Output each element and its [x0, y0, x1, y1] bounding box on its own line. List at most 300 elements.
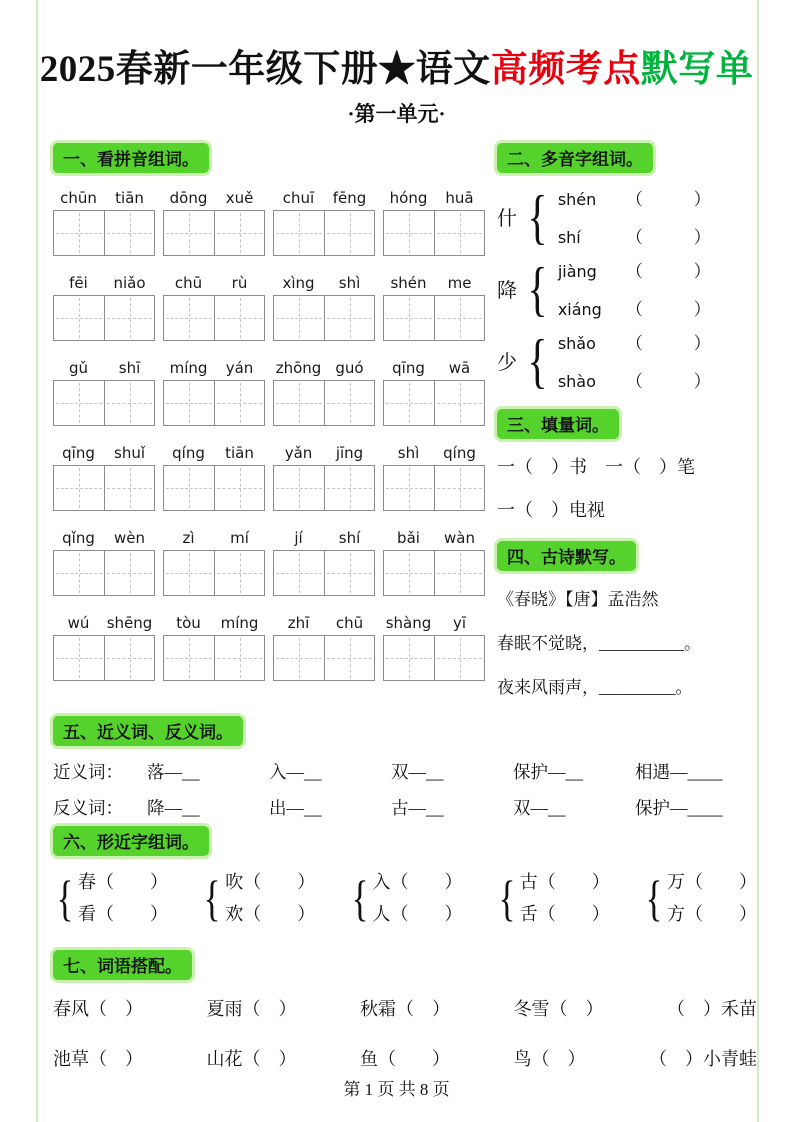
writing-grid — [273, 635, 375, 681]
answer-blank: （ ） — [537, 872, 610, 892]
writing-cell — [324, 296, 374, 340]
writing-cell — [274, 466, 324, 510]
pinyin-pair — [53, 529, 155, 547]
answer-blank: （ ） — [625, 300, 711, 319]
word-group — [383, 614, 485, 685]
pinyin-pair — [163, 189, 265, 207]
pinyin-pair — [53, 359, 155, 377]
pinyin-pair — [383, 529, 485, 547]
collocation-item: 夏雨（ ） — [206, 999, 297, 1019]
writing-cell — [384, 296, 434, 340]
quantifier-line: 一（ ）书 一（ ）笔 — [497, 457, 695, 477]
section4-header: 四、古诗默写。 — [497, 541, 636, 571]
writing-cell — [54, 636, 104, 680]
pinyin-pair — [383, 189, 485, 207]
collocation-row — [53, 995, 757, 1021]
synonym-row — [53, 759, 757, 784]
writing-grid — [163, 380, 265, 426]
pinyin-syllable: tiān — [115, 189, 144, 207]
collocation-item: 鸟（ ） — [513, 1049, 586, 1069]
duoyin-pinyin: shí — [557, 228, 581, 247]
writing-cell — [434, 296, 484, 340]
writing-grid — [383, 210, 485, 256]
writing-cell — [434, 381, 484, 425]
xingjin-character: 入 — [372, 872, 391, 892]
writing-grid — [53, 465, 155, 511]
pinyin-syllable: shén — [390, 274, 427, 292]
pinyin-syllable: fēi — [69, 274, 88, 292]
collocation-item: 冬雪（ ） — [513, 999, 604, 1019]
xingjin-pair — [667, 866, 757, 930]
pinyin-pair — [273, 189, 375, 207]
writing-cell — [324, 381, 374, 425]
writing-cell — [164, 466, 214, 510]
pinyin-syllable: me — [447, 274, 472, 292]
pinyin-syllable: yán — [225, 359, 254, 377]
writing-cell — [54, 466, 104, 510]
pinyin-pair — [163, 529, 265, 547]
section7-header: 七、词语搭配。 — [53, 950, 192, 980]
word-group — [383, 359, 485, 430]
section5-header: 五、近义词、反义词。 — [53, 716, 243, 746]
word-group — [53, 274, 155, 345]
pinyin-syllable: rù — [231, 274, 248, 292]
writing-cell — [214, 551, 264, 595]
writing-grid — [383, 295, 485, 341]
duoyin-character: 降 — [497, 280, 517, 302]
pinyin-syllable: zhī — [287, 614, 310, 632]
pinyin-syllable: shì — [397, 444, 420, 462]
pinyin-pair — [53, 189, 155, 207]
xingjin-group — [642, 866, 757, 930]
xingjin-character: 方 — [667, 904, 685, 924]
xingjin-pair — [373, 866, 463, 930]
pinyin-pair — [53, 274, 155, 292]
answer-blank: （ ） — [625, 262, 711, 281]
section6-header: 六、形近字组词。 — [53, 826, 209, 856]
pinyin-syllable: chuī — [282, 189, 315, 207]
word-pair-item: 保护—__ — [513, 762, 583, 782]
brace-icon: { — [203, 870, 221, 926]
writing-grid — [383, 635, 485, 681]
duoyin-pinyin: shǎo — [557, 334, 596, 353]
duoyin-reading — [558, 223, 711, 248]
pinyin-syllable: bǎi — [397, 529, 420, 547]
brace-icon: { — [527, 183, 548, 250]
pinyin-syllable: chū — [335, 614, 364, 632]
word-group — [273, 359, 375, 430]
pinyin-pair — [273, 614, 375, 632]
answer-blank: （ ） — [243, 872, 316, 892]
word-group — [163, 189, 265, 260]
writing-grid — [383, 550, 485, 596]
duoyin-reading — [558, 329, 711, 354]
pinyin-syllable: fēng — [332, 189, 367, 207]
duoyin-item — [497, 185, 711, 248]
poem-block — [497, 585, 701, 717]
page-border-left — [36, 0, 38, 1122]
collocation-item: 池草（ ） — [53, 1049, 143, 1069]
pinyin-syllable: míng — [169, 359, 208, 377]
collocation-item: 山花（ ） — [206, 1049, 297, 1069]
answer-blank: （ ） — [96, 872, 168, 892]
answer-blank: （ ） — [625, 190, 711, 209]
poem-title-line: 《春晓》【唐】孟浩然 — [497, 590, 659, 609]
pinyin-syllable: shí — [338, 529, 361, 547]
writing-cell — [214, 211, 264, 255]
title-red-part: 高频考点 — [490, 49, 641, 90]
writing-cell — [164, 636, 214, 680]
pinyin-syllable: zì — [182, 529, 195, 547]
writing-grid — [53, 635, 155, 681]
xingjin-item — [373, 898, 463, 930]
section-similar-characters — [53, 826, 757, 930]
xingjin-item — [520, 866, 610, 898]
xingjin-item — [225, 898, 315, 930]
writing-cell — [104, 466, 154, 510]
writing-cell — [384, 636, 434, 680]
writing-cell — [54, 211, 104, 255]
pinyin-pair — [163, 614, 265, 632]
writing-grid — [273, 380, 375, 426]
pinyin-syllable: shàng — [385, 614, 432, 632]
answer-blank: （ ） — [390, 872, 463, 892]
duoyin-pinyin: shén — [557, 190, 597, 209]
writing-cell — [164, 211, 214, 255]
brace-icon: { — [498, 870, 516, 926]
word-pair-item: 保护—____ — [635, 798, 723, 818]
synonym-rows — [53, 759, 757, 820]
writing-cell — [384, 211, 434, 255]
writing-grid — [163, 465, 265, 511]
writing-cell — [434, 211, 484, 255]
writing-cell — [274, 636, 324, 680]
writing-grid — [163, 550, 265, 596]
writing-cell — [274, 551, 324, 595]
writing-grid — [53, 295, 155, 341]
pinyin-syllable: xuě — [225, 189, 254, 207]
writing-cell — [214, 466, 264, 510]
pinyin-syllable: jīng — [335, 444, 364, 462]
pinyin-syllable: dōng — [169, 189, 208, 207]
answer-blank: （ ） — [243, 904, 316, 924]
pinyin-syllable: tòu — [176, 614, 201, 632]
word-group — [53, 359, 155, 430]
pinyin-syllable: mí — [230, 529, 249, 547]
word-pair-item: 相遇—____ — [635, 762, 723, 782]
pinyin-pair — [383, 359, 485, 377]
pinyin-grid-row — [53, 359, 485, 430]
word-group — [273, 189, 375, 260]
xingjin-character: 人 — [372, 904, 391, 924]
word-group — [273, 274, 375, 345]
word-pair-item: 出—__ — [269, 798, 322, 818]
collocation-item: 鱼（ ） — [360, 1049, 450, 1069]
writing-cell — [104, 296, 154, 340]
pinyin-pair — [383, 274, 485, 292]
collocation-item: （ ）小青蛙 — [649, 1049, 757, 1069]
writing-cell — [324, 636, 374, 680]
word-pair-item: 落—__ — [147, 762, 200, 782]
section-synonym-antonym — [53, 716, 757, 831]
pinyin-grid-row — [53, 614, 485, 685]
duoyin-pinyin: jiàng — [557, 262, 597, 281]
writing-grid — [163, 635, 265, 681]
xingjin-group — [200, 866, 315, 930]
writing-grid — [383, 380, 485, 426]
word-group — [383, 529, 485, 600]
title-green-part: 默写单 — [640, 49, 754, 90]
answer-blank: （ ） — [625, 372, 711, 391]
right-column — [497, 143, 761, 717]
pinyin-syllable: wàn — [444, 529, 475, 547]
xingjin-groups — [53, 866, 757, 930]
answer-blank: （ ） — [685, 872, 757, 892]
pinyin-syllable: qīng — [392, 359, 425, 377]
word-pair-item: 双—__ — [391, 762, 444, 782]
pinyin-pair — [53, 614, 155, 632]
writing-cell — [214, 381, 264, 425]
xingjin-pair — [520, 866, 610, 930]
writing-grid — [273, 210, 375, 256]
xingjin-group — [348, 866, 463, 930]
writing-grid — [53, 380, 155, 426]
word-group — [383, 444, 485, 515]
writing-cell — [104, 551, 154, 595]
pinyin-syllable: shuǐ — [114, 444, 145, 462]
brace-icon: { — [56, 870, 74, 926]
unit-subtitle: ·第一单元· — [347, 102, 446, 126]
pinyin-syllable: qīng — [62, 444, 95, 462]
writing-cell — [274, 296, 324, 340]
writing-grid — [53, 210, 155, 256]
collocation-item: 秋霜（ ） — [360, 999, 450, 1019]
word-group — [163, 359, 265, 430]
poem-line-2: 夜来风雨声，_________。 — [497, 678, 693, 697]
writing-grid — [53, 550, 155, 596]
writing-cell — [104, 636, 154, 680]
writing-cell — [434, 466, 484, 510]
duoyin-readings — [558, 329, 711, 392]
xingjin-character: 看 — [78, 904, 96, 924]
brace-icon: { — [645, 870, 663, 926]
collocation-item: 春风（ ） — [53, 999, 143, 1019]
duoyin-pinyin: xiáng — [557, 300, 602, 319]
pinyin-pair — [163, 359, 265, 377]
page-title — [0, 38, 793, 92]
writing-grid — [273, 465, 375, 511]
writing-cell — [384, 551, 434, 595]
writing-cell — [164, 551, 214, 595]
writing-cell — [384, 381, 434, 425]
writing-cell — [434, 636, 484, 680]
brace-icon: { — [527, 255, 548, 322]
pinyin-grid-row — [53, 444, 485, 515]
collocation-row — [53, 1045, 757, 1071]
pinyin-syllable: wú — [67, 614, 90, 632]
pinyin-syllable: yī — [452, 614, 467, 632]
page-number: 第 1 页 共 8 页 — [343, 1080, 450, 1099]
answer-blank: （ ） — [625, 228, 711, 247]
pinyin-syllable: shēng — [106, 614, 153, 632]
word-pair-item: 古—__ — [391, 798, 444, 818]
xingjin-item — [225, 866, 315, 898]
xingjin-group — [495, 866, 610, 930]
pinyin-pair — [273, 359, 375, 377]
pinyin-syllable: wèn — [113, 529, 145, 547]
word-group — [383, 274, 485, 345]
duoyin-readings — [558, 257, 711, 320]
pinyin-syllable: qíng — [172, 444, 205, 462]
pinyin-syllable: jí — [294, 529, 303, 547]
pinyin-syllable: yǎn — [284, 444, 313, 462]
word-group — [273, 614, 375, 685]
xingjin-pair — [225, 866, 315, 930]
duoyin-readings — [558, 185, 711, 248]
writing-grid — [163, 295, 265, 341]
duoyin-character: 少 — [497, 352, 517, 374]
collocation-item: （ ）禾苗 — [667, 999, 757, 1019]
pinyin-syllable: wā — [448, 359, 471, 377]
pinyin-pair — [163, 444, 265, 462]
duoyin-item — [497, 257, 711, 320]
duoyin-item — [497, 329, 711, 392]
writing-cell — [164, 296, 214, 340]
pinyin-syllable: qíng — [443, 444, 476, 462]
xingjin-character: 春 — [78, 872, 96, 892]
section1-header: 一、看拼音组词。 — [53, 143, 209, 173]
duoyin-reading — [558, 295, 711, 320]
writing-grid — [383, 465, 485, 511]
word-group — [163, 614, 265, 685]
duoyin-character: 什 — [497, 208, 517, 230]
pinyin-syllable: míng — [220, 614, 259, 632]
writing-cell — [384, 466, 434, 510]
pinyin-syllable: tiān — [225, 444, 254, 462]
writing-cell — [274, 211, 324, 255]
pinyin-pair — [383, 444, 485, 462]
writing-cell — [324, 551, 374, 595]
word-group — [273, 444, 375, 515]
pinyin-pair — [273, 529, 375, 547]
writing-cell — [324, 466, 374, 510]
duoyin-list — [497, 185, 711, 401]
pinyin-pair — [273, 274, 375, 292]
xingjin-character: 吹 — [225, 872, 244, 892]
quantifier-lines — [497, 453, 695, 539]
dapei-rows — [53, 995, 757, 1071]
word-pair-item: 降—__ — [147, 798, 200, 818]
pinyin-syllable: qǐng — [62, 529, 95, 547]
xingjin-character: 舌 — [519, 904, 538, 924]
pinyin-grid-row — [53, 274, 485, 345]
writing-cell — [324, 211, 374, 255]
answer-blank: （ ） — [685, 904, 757, 924]
answer-blank: （ ） — [537, 904, 610, 924]
pinyin-pair — [273, 444, 375, 462]
section-collocations — [53, 950, 757, 1095]
pinyin-syllable: xìng — [282, 274, 315, 292]
pinyin-syllable: shī — [118, 359, 141, 377]
xingjin-item — [520, 898, 610, 930]
section3-header: 三、填量词。 — [497, 409, 619, 439]
writing-grid — [273, 550, 375, 596]
pinyin-grid-row — [53, 529, 485, 600]
title-black-part: 2025春新一年级下册★语文 — [39, 49, 491, 90]
word-group — [383, 189, 485, 260]
word-group — [163, 444, 265, 515]
writing-grid — [273, 295, 375, 341]
pinyin-syllable: niǎo — [113, 274, 146, 292]
writing-cell — [214, 636, 264, 680]
pinyin-pair — [163, 274, 265, 292]
xingjin-item — [78, 898, 168, 930]
xingjin-item — [373, 866, 463, 898]
word-pair-item: 入—__ — [269, 762, 322, 782]
duoyin-reading — [558, 185, 711, 210]
brace-icon: { — [527, 327, 548, 394]
writing-cell — [434, 551, 484, 595]
answer-blank: （ ） — [390, 904, 463, 924]
pinyin-syllable: guó — [335, 359, 364, 377]
word-group — [53, 189, 155, 260]
word-group — [53, 444, 155, 515]
writing-cell — [214, 296, 264, 340]
xingjin-pair — [78, 866, 168, 930]
pinyin-syllable: gǔ — [68, 359, 89, 377]
pinyin-syllable: shì — [338, 274, 361, 292]
word-group — [273, 529, 375, 600]
word-group — [53, 529, 155, 600]
writing-cell — [104, 381, 154, 425]
writing-cell — [104, 211, 154, 255]
section2-header: 二、多音字组词。 — [497, 143, 653, 173]
xingjin-item — [667, 866, 757, 898]
writing-cell — [54, 381, 104, 425]
word-group — [163, 529, 265, 600]
duoyin-pinyin: shào — [557, 372, 596, 391]
pinyin-rows — [53, 189, 485, 685]
pinyin-pair — [383, 614, 485, 632]
writing-grid — [163, 210, 265, 256]
writing-cell — [54, 296, 104, 340]
xingjin-character: 古 — [519, 872, 538, 892]
duoyin-reading — [558, 257, 711, 282]
pinyin-syllable: zhōng — [275, 359, 322, 377]
writing-cell — [54, 551, 104, 595]
pinyin-syllable: huā — [445, 189, 474, 207]
xingjin-character: 万 — [667, 872, 685, 892]
xingjin-group — [53, 866, 168, 930]
duoyin-reading — [558, 367, 711, 392]
synonym-row — [53, 795, 757, 820]
quantifier-line: 一（ ）电视 — [497, 500, 605, 520]
pinyin-pair — [53, 444, 155, 462]
section-pinyin-words — [53, 143, 485, 699]
xingjin-character: 欢 — [225, 904, 244, 924]
xingjin-item — [78, 866, 168, 898]
row-label: 反义词： — [53, 798, 123, 818]
writing-cell — [164, 381, 214, 425]
word-group — [53, 614, 155, 685]
writing-cell — [274, 381, 324, 425]
word-group — [163, 274, 265, 345]
answer-blank: （ ） — [96, 904, 168, 924]
poem-line-1: 春眠不觉晓，__________。 — [497, 634, 701, 653]
brace-icon: { — [351, 870, 368, 926]
answer-blank: （ ） — [625, 334, 711, 353]
pinyin-grid-row — [53, 189, 485, 260]
